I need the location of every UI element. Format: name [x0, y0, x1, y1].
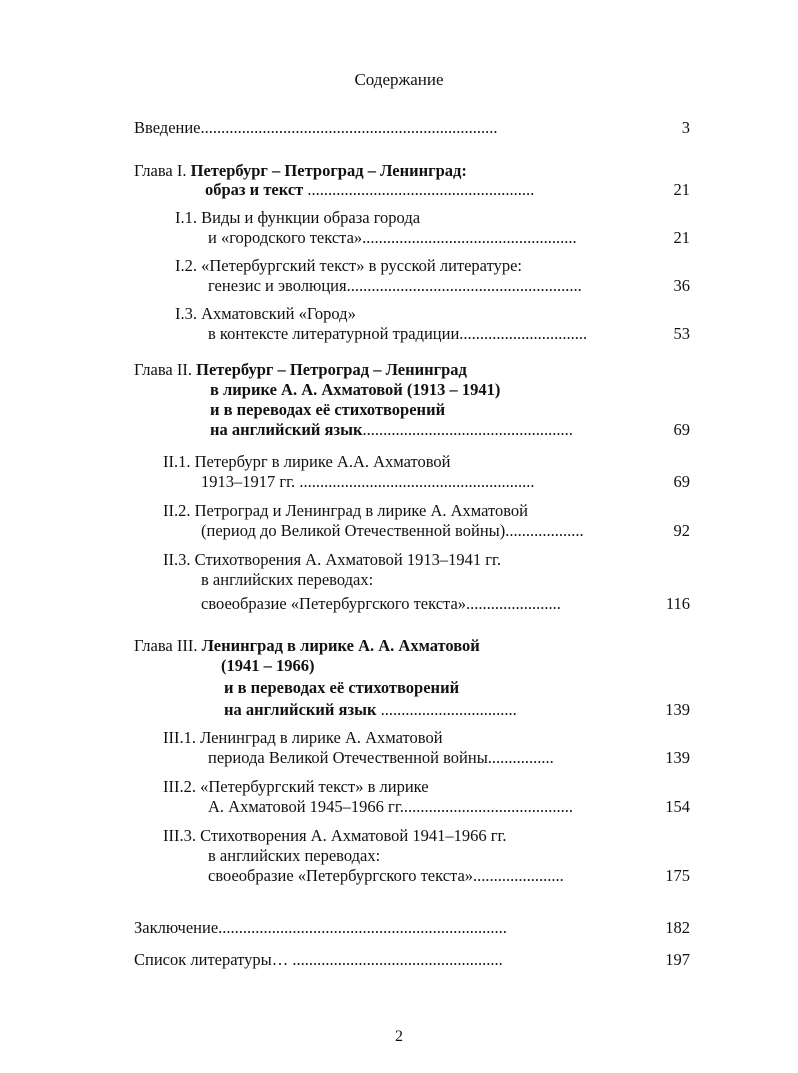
toc-entry-line — [205, 180, 534, 200]
toc-entry-line — [210, 380, 500, 400]
toc-page-number: 3 — [681, 118, 690, 137]
toc-page-number: 182 — [665, 918, 690, 937]
toc-entry-text: своеобразие «Петербургского текста» — [208, 866, 474, 885]
toc-page-number: 69 — [673, 472, 690, 491]
toc-entry-text: в контексте литературной традиции — [208, 324, 460, 343]
toc-entry-line — [208, 276, 582, 296]
toc-entry-line — [163, 452, 451, 472]
toc-entry-text: в лирике А. А. Ахматовой (1913 – 1941) — [210, 380, 501, 399]
toc-entry-line — [201, 472, 534, 492]
toc-entry-line — [163, 826, 507, 846]
page-title: Содержание — [354, 70, 444, 89]
toc-leader-dots: ......................................................... — [295, 472, 535, 491]
toc-page-number: 53 — [673, 324, 690, 343]
toc-entry-text: и в переводах её стихотворений — [224, 678, 460, 697]
toc-page-number: 92 — [673, 521, 690, 540]
toc-page-number: 21 — [673, 180, 690, 199]
toc-leader-dots: ...................... — [473, 866, 564, 885]
toc-entry-line — [163, 550, 501, 570]
toc-entry-line — [208, 866, 564, 886]
toc-entry-line — [208, 324, 587, 344]
toc-entry-text: Заключение — [134, 918, 219, 937]
toc-entry-text: (период до Великой Отечественной войны) — [201, 521, 506, 540]
toc-leader-dots: ............................... — [459, 324, 588, 343]
toc-page-number: 139 — [665, 700, 690, 719]
toc-entry-line — [224, 700, 517, 720]
toc-entry-line — [201, 521, 584, 541]
toc-entry-line — [201, 570, 373, 590]
toc-entry-text: I.1. Виды и функции образа города — [175, 208, 421, 227]
toc-entry-text: и в переводах её стихотворений — [210, 400, 446, 419]
toc-page-number: 116 — [665, 594, 690, 613]
toc-entry-text: Список литературы… — [134, 950, 289, 969]
toc-entry-line — [208, 228, 577, 248]
toc-entry-line — [175, 304, 356, 324]
toc-entry-text: Петербург – Петроград – Ленинград — [196, 360, 467, 379]
toc-entry-text: I.2. «Петербургский текст» в русской литературе: — [175, 256, 522, 275]
toc-entry-text: III.3. Стихотворения А. Ахматовой 1941–1966 гг. — [163, 826, 507, 845]
toc-entry-line — [134, 636, 480, 656]
toc-entry-text: на английский язык — [210, 420, 363, 439]
toc-entry-text: в английских переводах: — [201, 570, 374, 589]
toc-entry-text: III.1. Ленинград в лирике А. Ахматовой — [163, 728, 443, 747]
toc-entry-line — [134, 918, 507, 938]
toc-entry-line — [208, 797, 573, 817]
toc-leader-dots: ................................................... — [288, 950, 503, 969]
toc-entry-line — [221, 656, 315, 676]
toc-page-number: 69 — [673, 420, 690, 439]
toc-entry-line — [134, 118, 498, 138]
toc-leader-dots: ....................... — [466, 594, 561, 613]
toc-entry-text: I.3. Ахматовский «Город» — [175, 304, 356, 323]
toc-entry-text: (1941 – 1966) — [221, 656, 315, 675]
toc-entry-text: II.2. Петроград и Ленинград в лирике А. Ахматовой — [163, 501, 529, 520]
toc-entry-text: и «городского текста» — [208, 228, 363, 247]
toc-entry-text: Ленинград в лирике А. А. Ахматовой — [201, 636, 480, 655]
toc-entry-text: Петербург – Петроград – Ленинград: — [190, 161, 467, 180]
toc-page-number: 197 — [665, 950, 690, 969]
toc-leader-dots: ........................................................................ — [200, 118, 498, 137]
toc-leader-dots: .................................................... — [362, 228, 577, 247]
toc-leader-dots: ................... — [505, 521, 584, 540]
toc-entry-text: генезис и эволюция — [208, 276, 347, 295]
toc-entry-line — [175, 208, 420, 228]
toc-entry-line — [208, 748, 554, 768]
toc-leader-dots: ......................................... — [403, 797, 573, 816]
toc-chapter-prefix: Глава III. — [134, 636, 202, 655]
toc-entry-line — [163, 728, 443, 748]
toc-entry-text: II.3. Стихотворения А. Ахматовой 1913–1941 гг. — [163, 550, 502, 569]
toc-entry-line — [210, 400, 445, 420]
toc-entry-line — [134, 950, 503, 970]
toc-entry-line — [210, 420, 573, 440]
toc-page-number: 21 — [673, 228, 690, 247]
toc-chapter-prefix: Глава II. — [134, 360, 197, 379]
toc-leader-dots: ....................................................... — [303, 180, 535, 199]
toc-entry-line — [163, 777, 429, 797]
toc-entry-text: Введение — [134, 118, 201, 137]
toc-entry-line — [134, 161, 467, 181]
toc-page-number: 36 — [673, 276, 690, 295]
toc-leader-dots: ...................................................................... — [218, 918, 507, 937]
toc-leader-dots: ................................................... — [362, 420, 573, 439]
toc-page-number: 139 — [665, 748, 690, 767]
toc-page-number: 175 — [665, 866, 690, 885]
toc-page-number: 154 — [665, 797, 690, 816]
toc-entry-text: на английский язык — [224, 700, 377, 719]
toc-entry-text: образ и текст — [205, 180, 304, 199]
toc-entry-text: 1913–1917 гг. — [201, 472, 296, 491]
toc-chapter-prefix: Глава I. — [134, 161, 191, 180]
toc-entry-line — [175, 256, 522, 276]
toc-leader-dots: ......................................................... — [346, 276, 582, 295]
toc-leader-dots: ................ — [487, 748, 554, 767]
toc-entry-text: своеобразие «Петербургского текста» — [201, 594, 467, 613]
toc-entry-line — [134, 360, 467, 380]
page-number: 2 — [395, 1028, 403, 1045]
toc-entry-line — [208, 846, 380, 866]
toc-entry-text: III.2. «Петербургский текст» в лирике — [163, 777, 429, 796]
toc-entry-text: А. Ахматовой 1945–1966 гг. — [208, 797, 404, 816]
toc-entry-text: в английских переводах: — [208, 846, 381, 865]
toc-entry-text: II.1. Петербург в лирике А.А. Ахматовой — [163, 452, 451, 471]
toc-leader-dots: ................................. — [376, 700, 517, 719]
toc-entry-line — [201, 594, 561, 614]
toc-entry-line — [224, 678, 459, 698]
toc-entry-line — [163, 501, 528, 521]
toc-entry-text: периода Великой Отечественной войны — [208, 748, 488, 767]
